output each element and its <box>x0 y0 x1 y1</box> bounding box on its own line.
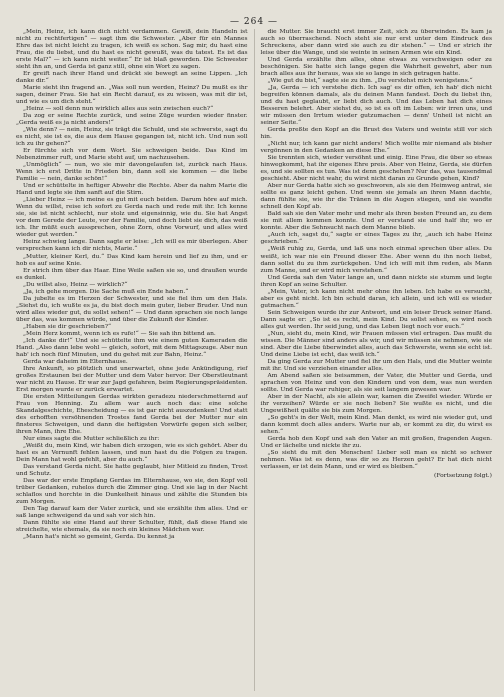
paragraph: Gerda preßte den Kopf an die Brust des Vaters und weinte still vor sich hin. <box>260 127 492 141</box>
paragraph: Gerda war daheim im Elternhause. <box>23 358 128 365</box>
paragraph: „Nicht nur, ich kann gar nicht anders! Mich wollte mir niemand als bisher vergönnen in den Gedanken an diese Ehe.“ <box>260 141 492 155</box>
paragraph: Die ersten Mitteilungen Gerdas wirkten geradezu niederschmetternd auf Frau von Henning. Zu allem war auch noch das: eine solche Skandalgeschichte, Ehescheidung — es ist gar nicht auszudenken! Und statt des erhofften versöhnenden Trostes fand Gerda bei der Mutter nur ein finsteres Schweigen, und dann die heftigsten Vorwürfe gegen sich selber, ihren Mann, ihre Ehe. <box>16 393 248 435</box>
column-divider <box>254 29 255 691</box>
paragraph: Heinz schwieg lange. Dann sagte er leise: „Ich will es mir überlegen. Aber versprechen kann ich dir nichts, Marie.“ <box>16 239 248 253</box>
paragraph: Aber in der Nacht, als sie allein war, kamen die Zweifel wieder. Würde er ihr verzeihen? Würde er sie noch lieben? Sie wußte es nicht, und die Ungewißheit quälte sie bis zum Morgen. <box>260 393 492 414</box>
paragraph: Da zog er seine Rechte zurück, und seine Züge wurden wieder finster. „Gerda weiß es ja nicht anders!“ <box>16 113 248 127</box>
paragraph: „Mein Herz kommt, wenn ich es rufe!“ — Sie sah ihn bittend an. <box>23 330 216 337</box>
paragraph: Am Abend saßen sie beisammen, der Vater, die Mutter und Gerda, und sprachen von Heinz und von den Kindern und von dem, was nun werden sollte. Und Gerda war ruhiger, als sie seit langem gewesen war. <box>260 372 492 393</box>
paragraph: „Mein, Vater, ich kann nicht mehr ohne ihn leben. Ich habe es versucht, aber es geht nicht. Ich bin schuld daran, ich allein, und ich will es wieder gutmachen.“ <box>260 288 492 309</box>
paragraph: „Nun, sieht du, mein Kind, wir Frauen müssen viel ertragen. Das mußt du wissen. Die Männer sind anders als wir, und wir müssen sie nehmen, wie sie sind. Aber die Liebe überwindet alles, auch das Schwerste, wenn sie echt ist. Und deine Liebe ist echt, das weiß ich.“ <box>260 330 492 358</box>
paragraph: Den Tag darauf kam der Vater zurück, und sie erzählte ihm alles. Und er saß lange schweigend da und sah vor sich hin. <box>16 506 248 520</box>
paragraph: „Wie gut du bist,“ sagte sie zu ihm. „Du verstehst mich wenigstens.“ <box>267 78 473 85</box>
paragraph: Marie sieht ihn fragend an. „Was soll nun werden, Heinz? Du mußt es ihr sagen, deiner Frau. Sie hat ein Recht darauf, es zu wissen, was mit dir ist, und wie es um dich steht.“ <box>16 85 248 106</box>
paragraph: „Weiß ruhig zu, Gerda, und laß uns noch einmal sprechen über alles. Du weißt, ich war nie ein Freund dieser Ehe. Aber wenn du ihn noch liebst, dann sollst du zu ihm zurückgehen. Und ich will mit ihm reden, als Mann zum Manne, und er wird mich verstehen.“ <box>260 246 492 274</box>
paragraph: Er strich ihm über das Haar. Eine Weile saßen sie so, und draußen wurde es dunkel. <box>16 267 248 281</box>
page-number: — 264 — <box>230 17 278 27</box>
continued-note: (Fortsetzung folgt.) <box>434 472 492 479</box>
paragraph: „Auch ich, sagst du,“ sagte er eines Tages zu ihr, „auch ich habe Heinz geschrieben.“ <box>260 232 492 246</box>
paragraph: „Ja, ich gehe morgen. Die Sache muß ein Ende haben.“ <box>23 288 189 295</box>
paragraph: Ihre Ankunft, so plötzlich und unerwartet, ohne jede Ankündigung, rief großes Erstaunen bei der Mutter und dem Vater hervor. Der Oberstleutnant war nicht zu Hause. Er war zur Jagd gefahren, beim Regierungspräsidenten. Erst morgen wurde er zurück erwartet. <box>16 365 248 393</box>
paragraph: Bald sah sie den Vater mehr und mehr als ihren besten Freund an, zu dem sie mit allem kommen konnte. Und er verstand sie und half ihr, wo er konnte. Aber die Sehnsucht nach dem Manne blieb. <box>260 211 492 232</box>
paragraph: „Wie denn? — nein, Heinz, sie trägt die Schuld, und sie schwerste, sagt du es nicht, sie ist es, die aus dem Hause gegangen ist, nicht ich. Und nun soll ich zu ihr gehen?“ <box>16 127 248 148</box>
paragraph: Da jubelte es im Herzen der Schwester, und sie fiel ihm um den Hals. „Siehst du, ich wußte es ja, du bist doch mein guter, lieber Bruder. Und nun wird alles wieder gut, du sollst sehen!“ — Und dann sprachen sie noch lange über das, was kommen würde, und über die Zukunft der Kinder. <box>16 295 248 323</box>
paragraph: Gerda hob den Kopf und sah den Vater an mit großen, fragenden Augen. Und er lächelte und nickte ihr zu. <box>260 435 492 449</box>
paragraph: „Weißt du, mein Kind, wir haben dich erzogen, wie es sich gehört. Aber du hast es an Vernunft fehlen lassen, und nun hast du die Folgen zu tragen. Dein Mann hat wohl gefehlt, aber du auch.“ <box>16 442 248 463</box>
paragraph: „Du willst also, Heinz — wirklich?“ <box>23 281 128 288</box>
paragraph: Er greift nach ihrer Hand und drückt sie bewegt an seine Lippen. „Ich danke dir.“ <box>16 71 248 85</box>
paragraph: Da ging Gerda zur Mutter und fiel ihr um den Hals, und die Mutter weinte mit ihr. Und sie verziehen einander alles. <box>260 358 492 372</box>
paragraph: Sie trennten sich, wieder versöhnt und einig. Eine Frau, die über so etwas hinwegkommt, hat ihr eigenes Ehre preis. Aber von Heinz, Gerda, sie dürfen es, und sie sollten es tun. Was ist denn geschehen? Nur das, was tausendmal geschieht. Aber nicht wahr, du wirst nicht daran zu Grunde gehen, Kind? <box>260 155 492 183</box>
paragraph: „So sieht du mit den Menschen! Lieber soll man es nicht so schwer nehmen. Was ist es denn, was dir so zu Herzen geht? Er hat dich nicht verlassen, er ist dein Mann, und er wird es bleiben.“ <box>260 449 492 470</box>
paragraph: Sein Schweigen wurde ihr zur Antwort, und ein leiser Druck seiner Hand. Dann sagte er: „So ist es recht, mein Kind. Du sollst sehen, es wird noch alles gut werden. Ihr seid jung, und das Leben liegt noch vor euch.“ <box>260 309 492 330</box>
paragraph: Das verstand Gerda nicht. Sie hatte geglaubt, hier Mitleid zu finden, Trost und Schutz. <box>16 463 248 477</box>
paragraph: die Mutter. Sie braucht erst immer Zeit, sich zu überwinden. Es kam ja auch so überraschend. Noch steht sie nur erst unter dem Eindruck des Schreckens, aber dann wird sie auch zu dir stehen.“ — Und er strich ihr leise über die Wange, und sie weinte in seinen Armen wie ein Kind. <box>260 29 492 57</box>
paragraph: „Ich danke dir!“ Und sie schüttelte ihm wie einem guten Kameraden die Hand. „Also dann lebe wohl — gleich, sofort, mit dem Mittagszuge. Aber nun hab' ich noch fünf Minuten, und du gehst mit zur Bahn, Heinz.“ <box>16 337 248 358</box>
paragraph: „Unmöglich“ — nun, wo sie mir davongelaufen ist, zurück nach Haus. Wenn ich erst Dritte in Frieden bin, dann soll sie kommen — die liebe Familie — nein, danke schön!“ <box>16 162 248 183</box>
paragraph: Aber nur Gerda hatte sich so geschworen, als sie den Heimweg antrat, sie sollte es ganz leicht gehen. Und wenn sie jemals an ihren Mann dachte, dann fühlte sie, wie ihr die Tränen in die Augen stiegen, und sie wandte schnell den Kopf ab. <box>260 183 492 211</box>
paragraph: Und Gerda sah den Vater lange an, und dann nickte sie stumm und legte ihren Kopf an seine Schulter. <box>260 274 492 288</box>
paragraph: Er fürchte sich vor dem Wort. Sie schweigen beide. Das Kind im Nebenzimmer ruft, und Marie steht auf, um nachzusehen. <box>16 148 248 162</box>
paragraph: Und Gerda erzählte ihm alles, ohne etwas zu verschweigen oder zu beschönigen. Sie hatte sich lange gegen die Wahrheit gewehrt, aber nun brach alles aus ihr heraus, was sie so lange in sich getragen hatte. <box>260 57 492 78</box>
paragraph: „Ja, Gerda — ich verstehe dich. Ich sag' es dir offen, ich hab' dich nicht begreifen können damals, als du deinen Mann fandest. Doch du liebst ihn, und du hast geglaubt, er liebt dich auch. Und das Leben hat dich eines Besseren belehrt. Aber siehst du, so ist es oft im Leben: wir irren uns, und wir müssen den Irrtum wieder gutzumachen — denn' Unheil ist nicht an seiner Seite.“ <box>260 85 492 127</box>
paragraph: „Mutter, kleiner Kerl, du.“ Das Kind kam herein und lief zu ihm, und er hob es auf seine Knie. <box>16 253 248 267</box>
paragraph: Das war der erste Empfang Gerdas im Elternhause, wo sie, den Kopf voll trüber Gedanken, ruhelos durch die Zimmer ging. Und sie lag in der Nacht schlaflos und horchte in die Dunkelheit hinaus und zählte die Stunden bis zum Morgen. <box>16 478 248 506</box>
left-column <box>16 29 248 691</box>
paragraph: Nur eines sagte die Mutter schließlich zu ihr: <box>23 435 160 442</box>
paragraph: Dann fühlte sie eine Hand auf ihrer Schulter, fühlt, daß diese Hand sie streichelte, wie ehemals, da sie noch ein kleines Mädchen war. <box>16 520 248 534</box>
right-column <box>260 29 492 691</box>
paragraph: „So geht's in der Welt, mein Kind. Man denkt, es wird nie wieder gut, und dann kommt doch alles anders. Warte nur ab, er kommt zu dir, du wirst es sehen.“ <box>260 414 492 435</box>
paragraph: Und er schüttelte in heftiger Abwehr die Rechte. Aber da nahm Marie die Hand und legte sie ihm sanft auf die Stirn. <box>16 183 248 197</box>
paragraph: „Haben sie dir geschrieben?“ <box>23 323 112 330</box>
text-columns <box>16 29 492 691</box>
paragraph: „Lieber Heinz — ich meine es gut mit euch beiden. Darum höre auf mich. Wenn du willst, reise ich sofort zu Gerda nach und rede mit ihr. Ich kenne sie, sie ist nicht schlecht, nur stolz und eigensinnig, wie du. Sie hat Angst vor dem Gerede der Leute, vor der Familie, und doch liebt sie dich, das weiß ich. Ihr müßt euch aussprechen, ohne Zorn, ohne Vorwurf, und alles wird wieder gut werden.“ <box>16 197 248 239</box>
paragraph: „Mein, Heinz, ich kann dich nicht verdammen. Gewiß, dein Handeln ist nicht zu rechtfertigen“ — sagt ihm die Schwester. „Aber für ein Mannes Ehre das ist nicht leicht zu tragen, ich weiß es schon. Sag mir, du hast eine Frau, die du liebst, und du hast es nicht gewußt, was du tatest. Es ist das erste Mal?“ — ich kann nicht weiter.“ Er ist blaß geworden. Die Schwester sieht ihn an, und Gerda ist ganz still, ohne ein Wort zu sagen. <box>16 29 248 71</box>
paragraph: „Heinz — soll denn nun wirklich alles aus sein zwischen euch?“ <box>23 106 214 113</box>
paragraph: „Mann hat's nicht so gemeint, Gerda. Du kennst ja <box>23 534 175 541</box>
